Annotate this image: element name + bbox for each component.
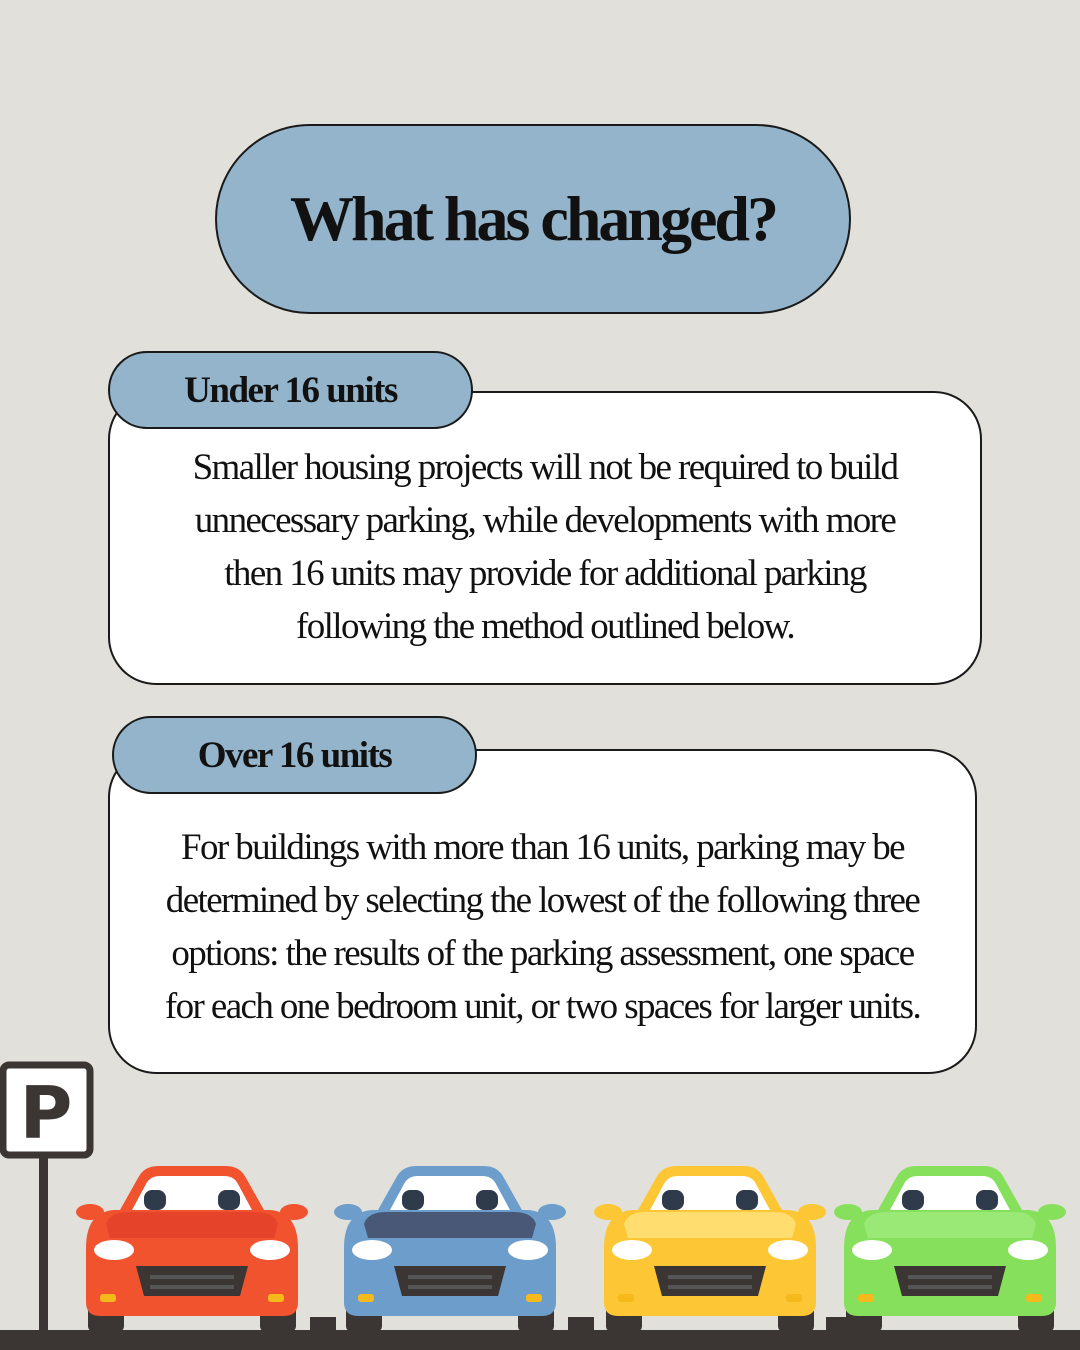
under-16-body (193, 441, 898, 653)
parking-sign-icon (3, 1065, 90, 1332)
curb-block (568, 1317, 594, 1332)
under-16-label: Under 16 units (184, 369, 397, 411)
car-icon (76, 1166, 308, 1332)
under-16-tab (108, 351, 473, 429)
body-line: unnecessary parking, while developments with more (194, 500, 896, 541)
body-line: options: the results of the parking assessment, one space (171, 932, 914, 974)
under-16-card (108, 391, 982, 685)
over-16-tab (112, 716, 477, 794)
curb-block (310, 1317, 336, 1332)
parking-scene (0, 1040, 1080, 1350)
page-title: What has changed? (290, 183, 776, 254)
title-banner (215, 124, 851, 314)
body-line: then 16 units may provide for additional parking (224, 553, 866, 594)
over-16-body (165, 821, 920, 1033)
road-strip (0, 1330, 1080, 1350)
body-line: for each one bedroom unit, or two spaces for larger units. (164, 985, 921, 1027)
over-16-card (108, 749, 977, 1074)
body-line: following the method outlined below. (295, 606, 794, 647)
over-16-label: Over 16 units (197, 734, 392, 776)
car-icon (594, 1166, 826, 1332)
body-line: determined by selecting the lowest of the following three (165, 879, 920, 921)
body-line: For buildings with more than 16 units, parking may be (181, 826, 904, 868)
car-row (76, 1166, 1066, 1332)
sign-letter: P (19, 1071, 73, 1155)
body-line: Smaller housing projects will not be required to build (192, 447, 898, 488)
car-icon (334, 1166, 566, 1332)
car-icon (834, 1166, 1066, 1332)
